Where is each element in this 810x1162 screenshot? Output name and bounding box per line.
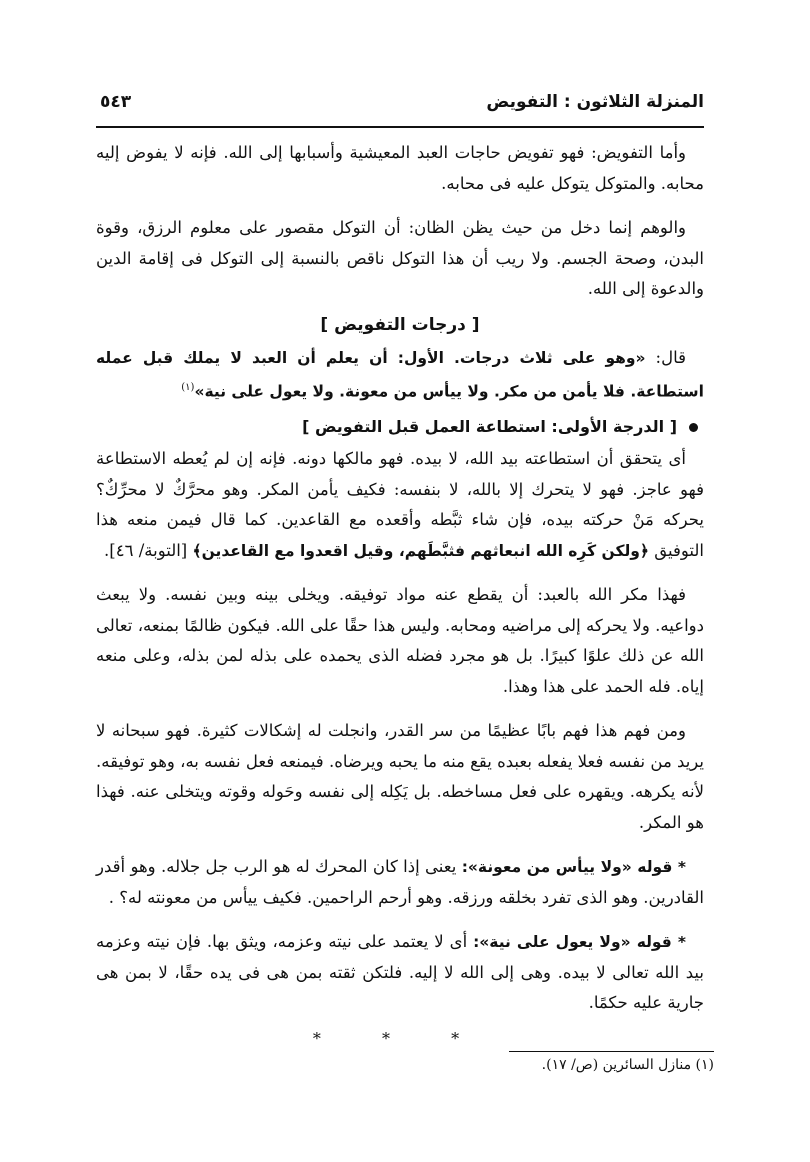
ayah-quote: ﴿ولكن كَرِه الله انبعاثهم فثبَّطَهم، وقيل اقعدوا مع القاعدين﴾ <box>192 541 649 560</box>
page-header <box>96 88 704 124</box>
paragraph-first-degree-text: أى يتحقق أن استطاعته بيد الله، لا بيده. فهو مالكها دونه. فإنه إن لم يُعطه الاستطاعة فهو عاجز. فهو لا يتحرك إلا بالله، لا بنفسه: فكيف يأمن المكر. وهو محرَّكٌ لا محرِّكٌ؟ يحركه مَنْ حركته بيده، فإن شاء ثبَّطه وأقعده مع القاعدين. كما قال فيمن منعه هذا التوفيق <box>96 449 704 560</box>
paragraph-makr: فهذا مكر الله بالعبد: أن يقطع عنه مواد توفيقه. ويخلى بينه وبين نفسه. ولا يبعث دواعيه. ولا يحركه إلى مراضيه ومحابه. وليس هذا حقًا على الله. فيكون ظالمًا بمنعه، تعالى الله عن ذلك علوًا كبيرًا. بل هو مجرد فضله الذى يحمده على بذله لمن بذله، وعلى منعه إياه. فله الحمد على هذا وهذا. <box>96 585 704 696</box>
ayah-reference: [التوبة/ ٤٦]. <box>104 540 193 560</box>
paragraph-maouna-lead: * قوله «ولا ييأس من معونة»: <box>461 858 687 876</box>
paragraph-niyya-lead: * قوله «ولا يعول على نية»: <box>473 933 686 951</box>
paragraph-tafwid-definition: وأما التفويض: فهو تفويض حاجات العبد المعيشية وأسبابها إلى الله. فإنه لا يفوض إليه محابه. والمتوكل يتوكل عليه فى محابه. <box>96 143 704 193</box>
page-body <box>96 88 704 1048</box>
quote-prefix: قال: <box>645 347 686 367</box>
section-title: [ درجات التفويض ] <box>320 314 480 335</box>
quote-text: «وهو على ثلاث درجات. الأول: أن يعلم أن العبد لا يملك قبل عمله استطاعة. فلا يأمن من مكر. ولا ييأس من معونة. ولا يعول على نية» <box>96 348 704 401</box>
sub-heading <box>96 417 704 436</box>
paragraph-niyya <box>96 927 704 1019</box>
paragraph-maouna <box>96 852 704 913</box>
section-separator: * * * <box>312 1028 488 1048</box>
footnote-rule <box>509 1051 714 1052</box>
page-number: ٥٤٣ <box>100 92 132 112</box>
footnote-marker: (١) <box>181 382 195 393</box>
paragraph-maouna-text: يعنى إذا كان المحرك له هو الرب جل جلاله. وهو أقدر القادرين. وهو الذى تفرد بخلقه ورزقه. وهو أرحم الراحمين. فكيف ييأس من معونته له؟ . <box>96 857 704 907</box>
sub-heading-text: [ الدرجة الأولى: استطاعة العمل قبل التفويض ] <box>302 417 677 436</box>
paragraph-first-degree <box>96 444 704 566</box>
quote-paragraph <box>96 343 704 408</box>
footnote: (١) منازل السائرين (ص/ ١٧). <box>541 1057 714 1073</box>
paragraph-qadar: ومن فهم هذا فهم بابًا عظيمًا من سر القدر، وانجلت له إشكالات كثيرة. فهو سبحانه لا يريد من نفسه فعلا يفعله بعبده يقع منه ما يحبه ويرضاه. فيمنعه فعل نفسه به، وهو توفيقه. لأنه يكرهه. ويقهره على فعل مساخطه. بل يَكِله إلى نفسه وحَوله وقوته ويتخلى عنه. فهذا هو المكر. <box>96 721 704 832</box>
running-title: المنزلة الثلاثون : التفويض <box>486 92 704 112</box>
paragraph-niyya-text: أى لا يعتمد على نيته وعزمه، ويثق بها. فإن نيته وعزمه بيد الله تعالى لا بيده. وهى إلى الله لا إليه. فلتكن ثقته بمن هى فى يده حقًا، لا بمن هى جارية عليه حكمًا. <box>96 932 704 1012</box>
paragraph-misconception: والوهم إنما دخل من حيث يظن الظان: أن التوكل مقصور على معلوم الرزق، وقوة البدن، وصحة الجسم. ولا ريب أن هذا التوكل ناقص بالنسبة إلى التوكل فى إقامة الدين والدعوة إلى الله. <box>96 218 704 298</box>
bullet-icon <box>689 423 698 432</box>
